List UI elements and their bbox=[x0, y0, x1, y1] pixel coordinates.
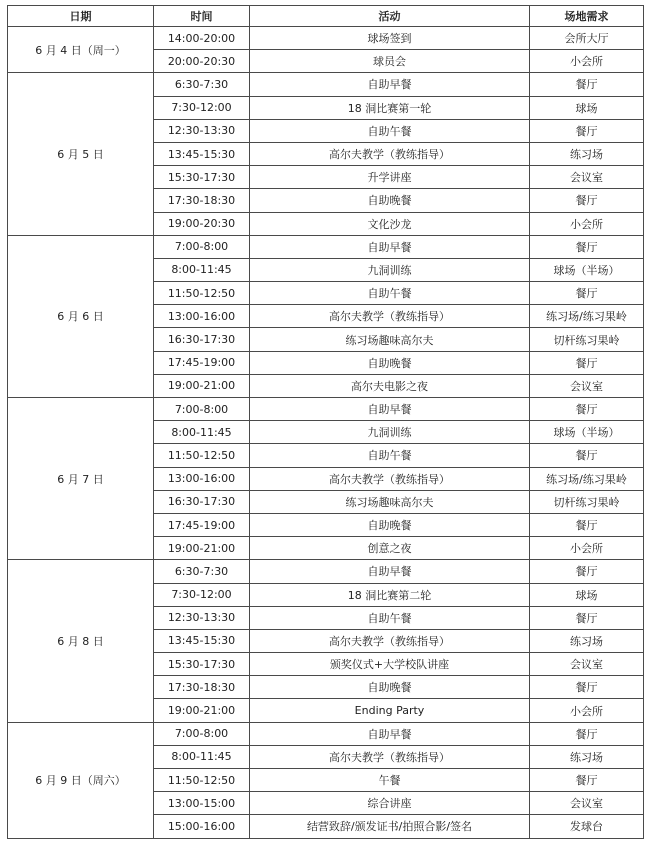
venue-cell: 餐厅 bbox=[530, 769, 644, 792]
venue-cell: 会议室 bbox=[530, 374, 644, 397]
activity-cell: 18 洞比赛第二轮 bbox=[250, 583, 530, 606]
venue-cell: 餐厅 bbox=[530, 235, 644, 258]
time-cell: 7:30-12:00 bbox=[154, 583, 250, 606]
activity-cell: 午餐 bbox=[250, 769, 530, 792]
venue-cell: 餐厅 bbox=[530, 606, 644, 629]
activity-cell: 自助晚餐 bbox=[250, 351, 530, 374]
venue-cell: 餐厅 bbox=[530, 119, 644, 142]
time-cell: 7:00-8:00 bbox=[154, 722, 250, 745]
activity-cell: 高尔夫教学（教练指导） bbox=[250, 305, 530, 328]
venue-cell: 球场 bbox=[530, 583, 644, 606]
activity-cell: Ending Party bbox=[250, 699, 530, 722]
activity-cell: 球员会 bbox=[250, 50, 530, 73]
time-cell: 20:00-20:30 bbox=[154, 50, 250, 73]
time-cell: 7:00-8:00 bbox=[154, 398, 250, 421]
venue-cell: 小会所 bbox=[530, 212, 644, 235]
activity-cell: 自助早餐 bbox=[250, 398, 530, 421]
activity-cell: 创意之夜 bbox=[250, 537, 530, 560]
date-cell: 6 月 9 日（周六） bbox=[8, 722, 154, 838]
activity-cell: 高尔夫教学（教练指导） bbox=[250, 142, 530, 165]
activity-cell: 球场签到 bbox=[250, 27, 530, 50]
activity-cell: 升学讲座 bbox=[250, 166, 530, 189]
time-cell: 11:50-12:50 bbox=[154, 282, 250, 305]
venue-cell: 餐厅 bbox=[530, 73, 644, 96]
activity-cell: 18 洞比赛第一轮 bbox=[250, 96, 530, 119]
activity-cell: 练习场趣味高尔夫 bbox=[250, 328, 530, 351]
time-cell: 13:00-15:00 bbox=[154, 792, 250, 815]
date-cell: 6 月 6 日 bbox=[8, 235, 154, 397]
table-row bbox=[8, 27, 644, 50]
venue-cell: 会所大厅 bbox=[530, 27, 644, 50]
header-activity: 活动 bbox=[250, 6, 530, 27]
venue-cell: 练习场/练习果岭 bbox=[530, 467, 644, 490]
venue-cell: 小会所 bbox=[530, 50, 644, 73]
time-cell: 8:00-11:45 bbox=[154, 258, 250, 281]
time-cell: 6:30-7:30 bbox=[154, 560, 250, 583]
venue-cell: 练习场 bbox=[530, 745, 644, 768]
time-cell: 12:30-13:30 bbox=[154, 119, 250, 142]
venue-cell: 球场（半场） bbox=[530, 258, 644, 281]
time-cell: 16:30-17:30 bbox=[154, 328, 250, 351]
table-row bbox=[8, 722, 644, 745]
venue-cell: 小会所 bbox=[530, 699, 644, 722]
venue-cell: 发球台 bbox=[530, 815, 644, 838]
activity-cell: 自助早餐 bbox=[250, 722, 530, 745]
activity-cell: 高尔夫教学（教练指导） bbox=[250, 745, 530, 768]
time-cell: 6:30-7:30 bbox=[154, 73, 250, 96]
time-cell: 17:45-19:00 bbox=[154, 513, 250, 536]
venue-cell: 球场（半场） bbox=[530, 421, 644, 444]
time-cell: 15:00-16:00 bbox=[154, 815, 250, 838]
activity-cell: 自助晚餐 bbox=[250, 189, 530, 212]
time-cell: 19:00-20:30 bbox=[154, 212, 250, 235]
venue-cell: 练习场/练习果岭 bbox=[530, 305, 644, 328]
activity-cell: 自助晚餐 bbox=[250, 676, 530, 699]
header-date: 日期 bbox=[8, 6, 154, 27]
time-cell: 19:00-21:00 bbox=[154, 699, 250, 722]
time-cell: 13:00-16:00 bbox=[154, 467, 250, 490]
activity-cell: 自助早餐 bbox=[250, 235, 530, 258]
venue-cell: 餐厅 bbox=[530, 513, 644, 536]
header-row bbox=[8, 6, 644, 27]
venue-cell: 餐厅 bbox=[530, 398, 644, 421]
time-cell: 17:30-18:30 bbox=[154, 676, 250, 699]
table-row bbox=[8, 560, 644, 583]
venue-cell: 餐厅 bbox=[530, 444, 644, 467]
activity-cell: 自助午餐 bbox=[250, 444, 530, 467]
activity-cell: 综合讲座 bbox=[250, 792, 530, 815]
date-cell: 6 月 4 日（周一） bbox=[8, 27, 154, 73]
time-cell: 19:00-21:00 bbox=[154, 374, 250, 397]
activity-cell: 自助晚餐 bbox=[250, 513, 530, 536]
schedule-table bbox=[7, 5, 644, 839]
venue-cell: 餐厅 bbox=[530, 282, 644, 305]
time-cell: 8:00-11:45 bbox=[154, 421, 250, 444]
table-row bbox=[8, 73, 644, 96]
venue-cell: 餐厅 bbox=[530, 560, 644, 583]
activity-cell: 九洞训练 bbox=[250, 421, 530, 444]
activity-cell: 文化沙龙 bbox=[250, 212, 530, 235]
activity-cell: 高尔夫教学（教练指导） bbox=[250, 629, 530, 652]
venue-cell: 切杆练习果岭 bbox=[530, 490, 644, 513]
activity-cell: 自助午餐 bbox=[250, 282, 530, 305]
activity-cell: 高尔夫电影之夜 bbox=[250, 374, 530, 397]
header-time: 时间 bbox=[154, 6, 250, 27]
time-cell: 8:00-11:45 bbox=[154, 745, 250, 768]
time-cell: 13:00-16:00 bbox=[154, 305, 250, 328]
time-cell: 12:30-13:30 bbox=[154, 606, 250, 629]
time-cell: 16:30-17:30 bbox=[154, 490, 250, 513]
venue-cell: 餐厅 bbox=[530, 722, 644, 745]
date-cell: 6 月 8 日 bbox=[8, 560, 154, 722]
schedule-body bbox=[8, 27, 644, 839]
time-cell: 15:30-17:30 bbox=[154, 166, 250, 189]
activity-cell: 颁奖仪式+大学校队讲座 bbox=[250, 653, 530, 676]
venue-cell: 餐厅 bbox=[530, 351, 644, 374]
venue-cell: 练习场 bbox=[530, 142, 644, 165]
time-cell: 19:00-21:00 bbox=[154, 537, 250, 560]
activity-cell: 练习场趣味高尔夫 bbox=[250, 490, 530, 513]
venue-cell: 练习场 bbox=[530, 629, 644, 652]
venue-cell: 餐厅 bbox=[530, 676, 644, 699]
time-cell: 11:50-12:50 bbox=[154, 769, 250, 792]
venue-cell: 餐厅 bbox=[530, 189, 644, 212]
time-cell: 7:00-8:00 bbox=[154, 235, 250, 258]
activity-cell: 高尔夫教学（教练指导） bbox=[250, 467, 530, 490]
activity-cell: 自助午餐 bbox=[250, 606, 530, 629]
activity-cell: 自助早餐 bbox=[250, 73, 530, 96]
table-row bbox=[8, 235, 644, 258]
time-cell: 7:30-12:00 bbox=[154, 96, 250, 119]
activity-cell: 自助早餐 bbox=[250, 560, 530, 583]
time-cell: 17:30-18:30 bbox=[154, 189, 250, 212]
time-cell: 14:00-20:00 bbox=[154, 27, 250, 50]
date-cell: 6 月 7 日 bbox=[8, 398, 154, 560]
time-cell: 15:30-17:30 bbox=[154, 653, 250, 676]
header-venue: 场地需求 bbox=[530, 6, 644, 27]
venue-cell: 会议室 bbox=[530, 792, 644, 815]
time-cell: 17:45-19:00 bbox=[154, 351, 250, 374]
venue-cell: 球场 bbox=[530, 96, 644, 119]
date-cell: 6 月 5 日 bbox=[8, 73, 154, 235]
time-cell: 11:50-12:50 bbox=[154, 444, 250, 467]
activity-cell: 结营致辞/颁发证书/拍照合影/签名 bbox=[250, 815, 530, 838]
time-cell: 13:45-15:30 bbox=[154, 142, 250, 165]
venue-cell: 切杆练习果岭 bbox=[530, 328, 644, 351]
time-cell: 13:45-15:30 bbox=[154, 629, 250, 652]
venue-cell: 会议室 bbox=[530, 653, 644, 676]
venue-cell: 小会所 bbox=[530, 537, 644, 560]
venue-cell: 会议室 bbox=[530, 166, 644, 189]
activity-cell: 九洞训练 bbox=[250, 258, 530, 281]
table-row bbox=[8, 398, 644, 421]
activity-cell: 自助午餐 bbox=[250, 119, 530, 142]
